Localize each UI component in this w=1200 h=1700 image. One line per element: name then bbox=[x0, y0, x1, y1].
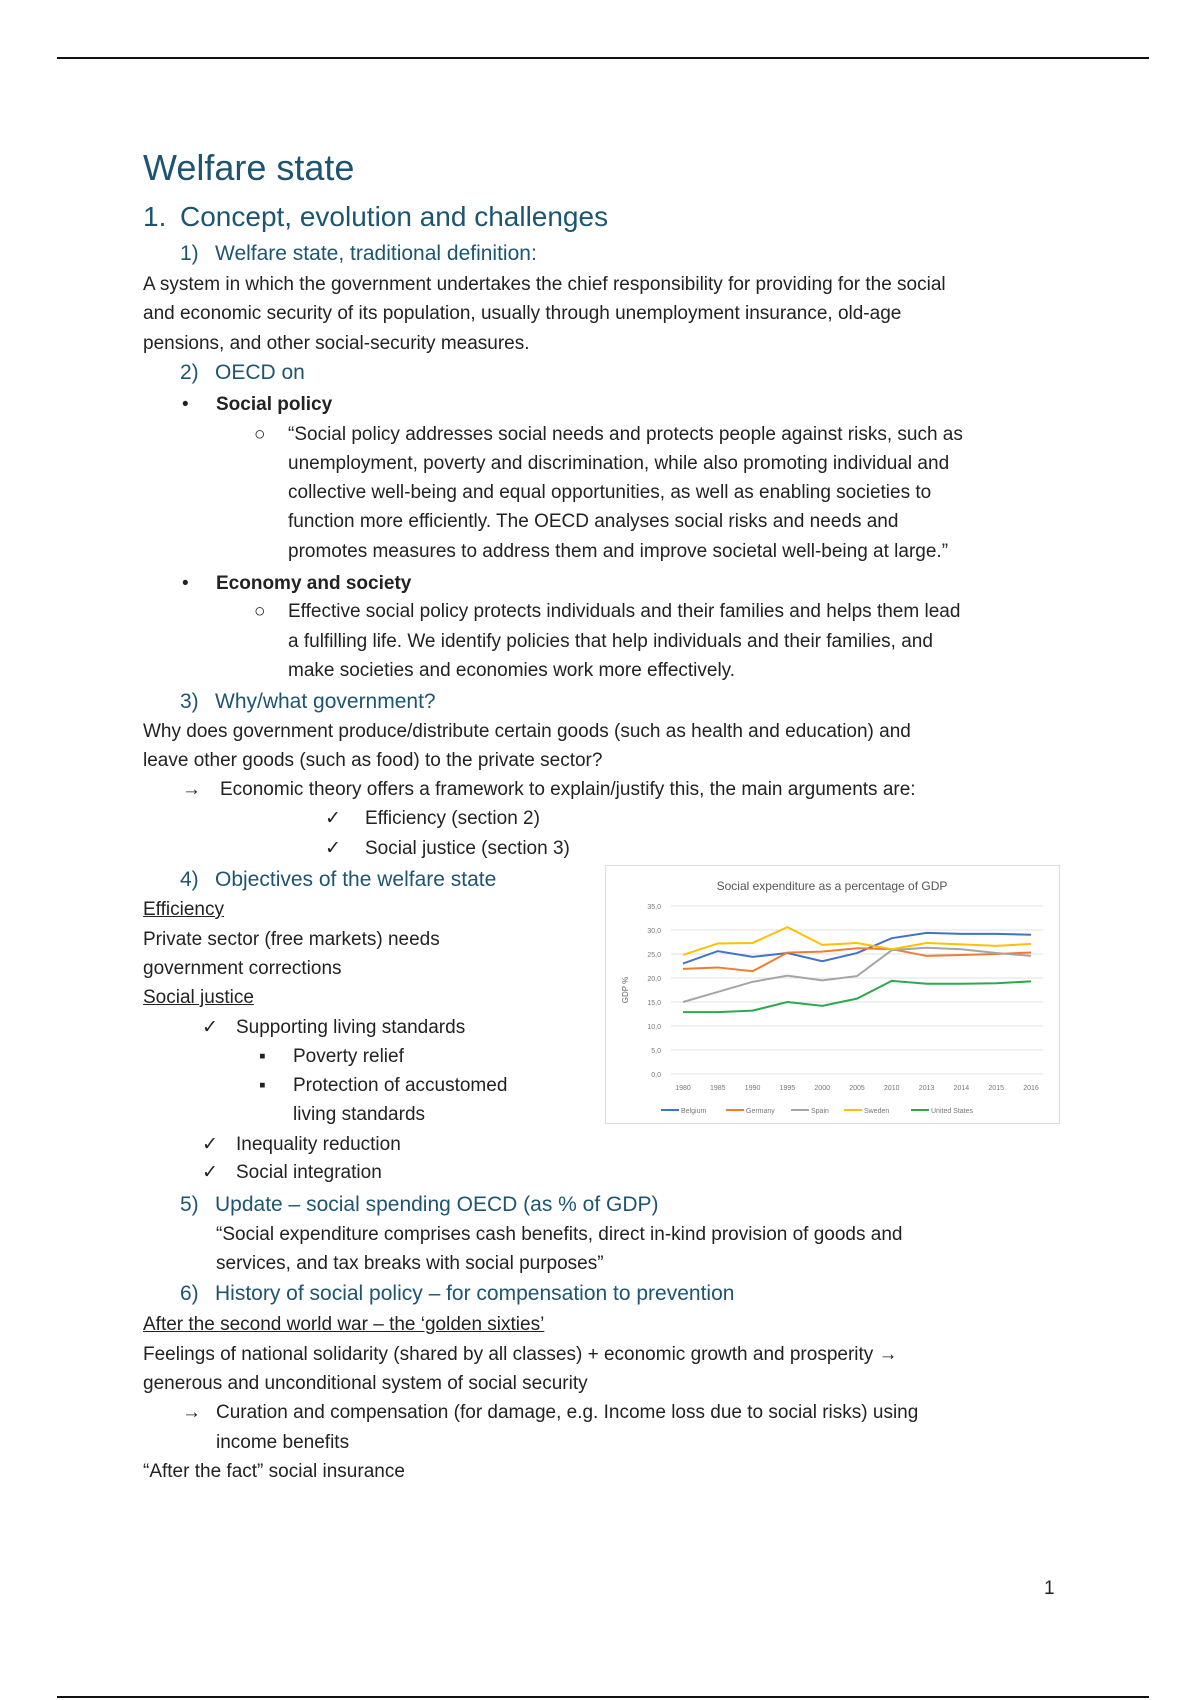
paragraph-line: generous and unconditional system of social security bbox=[143, 1373, 588, 1394]
page-number: 1 bbox=[1044, 1578, 1055, 1599]
subsection-title: Update – social spending OECD (as % of GDP) bbox=[215, 1193, 659, 1216]
quote-line: unemployment, poverty and discrimination, while also promoting individual and bbox=[288, 453, 950, 474]
paragraph-line: and economic security of its population, usually through unemployment insurance, old-age bbox=[143, 303, 902, 324]
square-item: Poverty relief bbox=[293, 1046, 404, 1067]
paragraph-line: pensions, and other social-security measures. bbox=[143, 333, 530, 354]
square-bullet-icon: ▪ bbox=[259, 1046, 266, 1067]
subsection-number: 2) bbox=[180, 361, 199, 384]
legend-label: Belgium bbox=[681, 1108, 707, 1115]
paragraph-line: Feelings of national solidarity (shared by all classes) + economic growth and prosperity → bbox=[143, 1344, 898, 1365]
y-tick-label: 30,0 bbox=[647, 928, 661, 935]
x-tick-label: 1985 bbox=[710, 1085, 726, 1092]
y-tick-label: 25,0 bbox=[647, 952, 661, 959]
quote-line: “Social policy addresses social needs and protects people against risks, such as bbox=[288, 424, 963, 445]
paragraph-line: leave other goods (such as food) to the private sector? bbox=[143, 750, 603, 771]
quote-line: function more efficiently. The OECD analyses social risks and needs and bbox=[288, 511, 899, 532]
section-number: 1. bbox=[143, 201, 167, 232]
legend-label: Germany bbox=[746, 1108, 775, 1115]
checkmark-icon: ✓ bbox=[202, 1134, 218, 1155]
checkmark-icon: ✓ bbox=[325, 808, 341, 829]
circle-bullet-icon: ○ bbox=[254, 424, 266, 445]
x-tick-label: 2015 bbox=[988, 1085, 1004, 1092]
footer-rule bbox=[57, 1696, 1149, 1698]
quote-line: “Social expenditure comprises cash benefits, direct in-kind provision of goods and bbox=[216, 1224, 903, 1245]
text-line: a fulfilling life. We identify policies that help individuals and their families, and bbox=[288, 631, 933, 652]
y-tick-label: 20,0 bbox=[647, 976, 661, 983]
check-item: Social integration bbox=[236, 1162, 382, 1183]
x-tick-label: 2013 bbox=[918, 1085, 935, 1092]
paragraph-line: A system in which the government undertakes the chief responsibility for providing for the social bbox=[143, 274, 946, 295]
y-tick-label: 5,0 bbox=[651, 1048, 661, 1055]
x-tick-label: 1995 bbox=[779, 1085, 796, 1092]
efficiency-heading: Efficiency bbox=[143, 899, 224, 920]
history-heading: After the second world war – the ‘golden sixties’ bbox=[143, 1314, 545, 1335]
arrow-text: income benefits bbox=[216, 1432, 350, 1453]
subsection-title: Objectives of the welfare state bbox=[215, 868, 497, 891]
legend-label: Sweden bbox=[864, 1108, 890, 1115]
subsection-title: OECD on bbox=[215, 361, 305, 384]
header-rule bbox=[57, 57, 1149, 59]
checkmark-icon: ✓ bbox=[325, 838, 341, 859]
checkmark-icon: ✓ bbox=[202, 1162, 218, 1183]
arrow-text: Economic theory offers a framework to explain/justify this, the main arguments are: bbox=[220, 779, 916, 800]
arrow-icon: → bbox=[182, 1402, 201, 1423]
paragraph-line: “After the fact” social insurance bbox=[143, 1461, 405, 1482]
check-item: Inequality reduction bbox=[236, 1134, 401, 1155]
subsection-title: Welfare state, traditional definition: bbox=[215, 242, 537, 265]
checkmark-icon: ✓ bbox=[202, 1017, 218, 1038]
series-line-united-states bbox=[683, 981, 1031, 1012]
x-tick-label: 1990 bbox=[744, 1085, 761, 1092]
y-tick-label: 35,0 bbox=[647, 904, 661, 911]
chart-svg bbox=[606, 866, 1059, 1123]
check-item: Supporting living standards bbox=[236, 1017, 466, 1038]
x-tick-label: 2016 bbox=[1023, 1085, 1039, 1092]
y-axis-label: GDP % bbox=[621, 976, 630, 1004]
legend-label: Spain bbox=[811, 1108, 829, 1115]
series-line-spain bbox=[683, 948, 1031, 1002]
bullet-label: Economy and society bbox=[216, 573, 412, 594]
subsection-number: 4) bbox=[180, 868, 199, 891]
y-tick-label: 10,0 bbox=[647, 1024, 661, 1031]
quote-line: promotes measures to address them and improve societal well-being at large.” bbox=[288, 541, 949, 562]
bullet-label: Social policy bbox=[216, 394, 333, 415]
subsection-title: Why/what government? bbox=[215, 690, 436, 713]
arrow-icon: → bbox=[182, 779, 201, 800]
subsection-number: 5) bbox=[180, 1193, 199, 1216]
square-item: Protection of accustomed bbox=[293, 1075, 508, 1096]
text-line: Effective social policy protects individuals and their families and helps them lead bbox=[288, 601, 961, 622]
page-title: Welfare state bbox=[143, 147, 355, 188]
circle-bullet-icon: ○ bbox=[254, 601, 266, 622]
social-justice-heading: Social justice bbox=[143, 987, 254, 1008]
bullet-icon: • bbox=[182, 573, 189, 594]
x-tick-label: 2005 bbox=[849, 1085, 865, 1092]
subsection-number: 6) bbox=[180, 1282, 199, 1305]
quote-line: collective well-being and equal opportunities, as well as enabling societies to bbox=[288, 482, 932, 503]
subsection-number: 1) bbox=[180, 242, 199, 265]
x-tick-label: 2014 bbox=[953, 1085, 970, 1092]
chart-title: Social expenditure as a percentage of GDP bbox=[716, 879, 948, 893]
subsection-title: History of social policy – for compensation to prevention bbox=[215, 1282, 735, 1305]
social-expenditure-chart bbox=[605, 865, 1060, 1124]
x-tick-label: 2000 bbox=[814, 1085, 830, 1092]
arrow-text: Curation and compensation (for damage, e.g. Income loss due to social risks) using bbox=[216, 1402, 919, 1423]
section-title: Concept, evolution and challenges bbox=[180, 201, 609, 232]
text-line: make societies and economies work more effectively. bbox=[288, 660, 736, 681]
x-tick-label: 1980 bbox=[675, 1085, 691, 1092]
check-item: Efficiency (section 2) bbox=[365, 808, 540, 829]
x-tick-label: 2010 bbox=[884, 1085, 900, 1092]
text-line: Private sector (free markets) needs bbox=[143, 929, 440, 950]
check-item: Social justice (section 3) bbox=[365, 838, 570, 859]
subsection-number: 3) bbox=[180, 690, 199, 713]
square-bullet-icon: ▪ bbox=[259, 1075, 266, 1096]
text-line: government corrections bbox=[143, 958, 342, 979]
y-tick-label: 15,0 bbox=[647, 1000, 661, 1007]
quote-line: services, and tax breaks with social purposes” bbox=[216, 1253, 604, 1274]
legend-label: United States bbox=[931, 1108, 974, 1115]
paragraph-line: Why does government produce/distribute certain goods (such as health and education) and bbox=[143, 721, 911, 742]
y-tick-label: 0,0 bbox=[651, 1072, 661, 1079]
square-item: living standards bbox=[293, 1104, 426, 1125]
bullet-icon: • bbox=[182, 394, 189, 415]
